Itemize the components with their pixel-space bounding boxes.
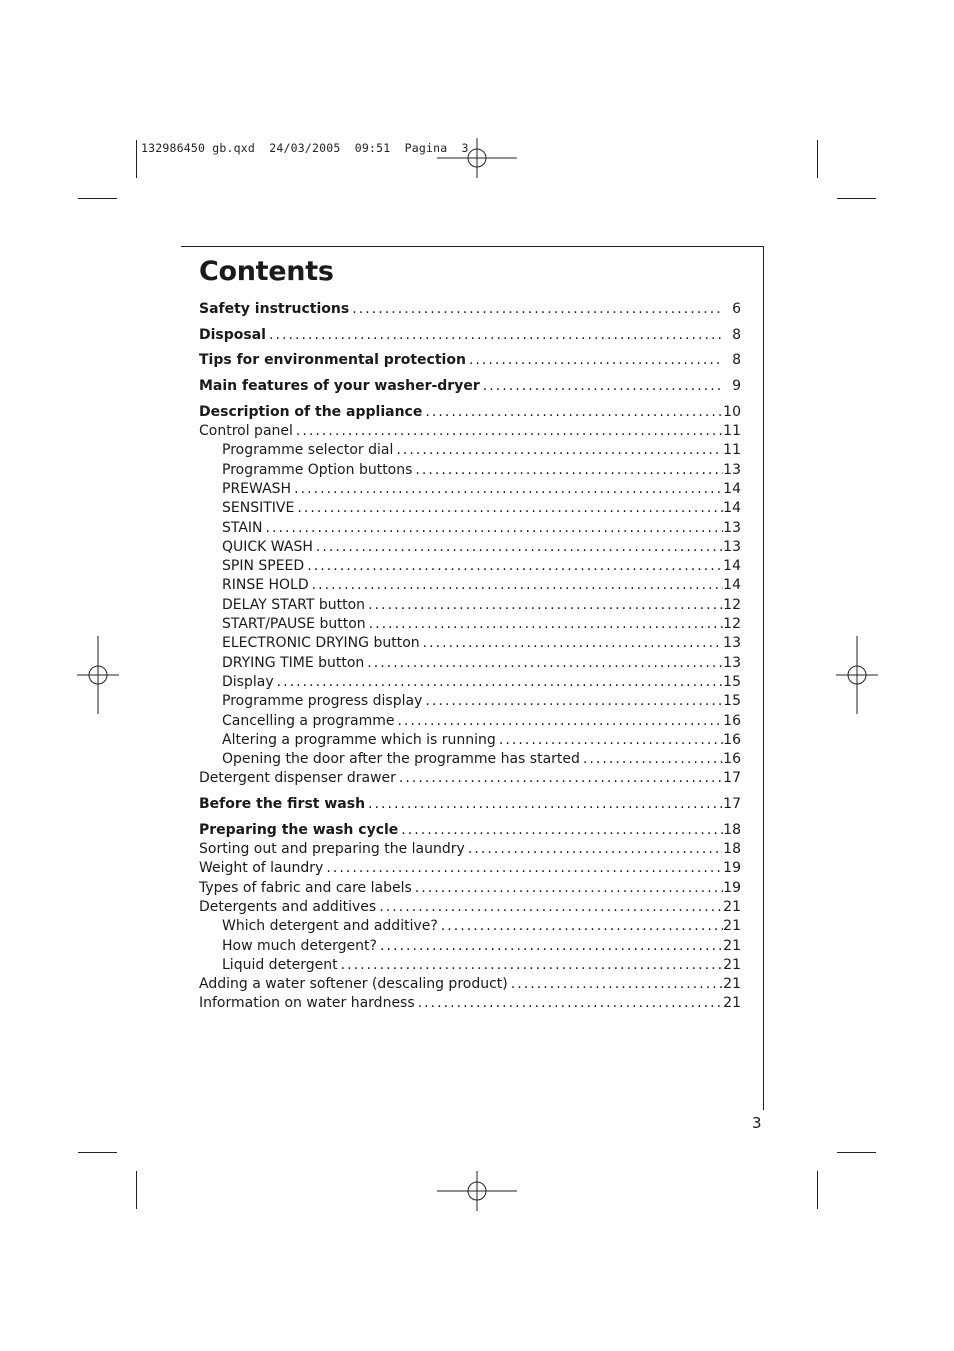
- toc-entry-label: Programme selector dial: [222, 442, 394, 459]
- toc-entry-page: 21: [723, 898, 741, 915]
- dot-leader: [438, 917, 723, 936]
- toc-entry-label: Weight of laundry: [199, 860, 324, 877]
- toc-entry-label: DRYING TIME button: [222, 654, 365, 671]
- toc-entry-label: Opening the door after the programme has started: [222, 751, 580, 768]
- toc-entry[interactable]: [199, 538, 741, 557]
- page-title: Contents: [199, 256, 334, 287]
- toc-entry[interactable]: [199, 654, 741, 673]
- registration-mark-icon: [437, 1170, 517, 1212]
- toc-entry-page: 13: [723, 461, 741, 478]
- toc-entry[interactable]: [199, 879, 741, 898]
- toc-entry-label: How much detergent?: [222, 937, 377, 954]
- dot-leader: [420, 634, 723, 653]
- dot-leader: [412, 461, 723, 480]
- toc-entry-label: ELECTRONIC DRYING button: [222, 635, 420, 652]
- toc-entry-label: DELAY START button: [222, 596, 366, 613]
- toc-entry-page: 21: [723, 956, 741, 973]
- crop-mark: [78, 198, 117, 199]
- toc-entry[interactable]: [199, 673, 741, 692]
- toc-entry-label: START/PAUSE button: [222, 616, 366, 633]
- dot-leader: [309, 576, 723, 595]
- dot-leader: [376, 898, 723, 917]
- toc-entry-label: Adding a water softener (descaling product): [199, 976, 508, 993]
- dot-leader: [293, 422, 723, 441]
- toc-entry-label: Description of the appliance: [199, 403, 423, 420]
- dot-leader: [263, 519, 723, 538]
- toc-entry[interactable]: [199, 441, 741, 460]
- crop-mark: [817, 140, 818, 178]
- toc-entry-label: Detergent dispenser drawer: [199, 770, 396, 787]
- toc-entry[interactable]: [199, 351, 741, 370]
- dot-leader: [313, 538, 723, 557]
- dot-leader: [366, 615, 723, 634]
- toc-entry-page: 19: [723, 860, 741, 877]
- dot-leader: [338, 956, 723, 975]
- dot-leader: [496, 731, 723, 750]
- toc-entry[interactable]: [199, 634, 741, 653]
- toc-entry-label: Altering a programme which is running: [222, 731, 496, 748]
- dot-leader: [365, 596, 723, 615]
- toc-entry-page: 6: [732, 301, 741, 317]
- toc-entry-page: 13: [723, 635, 741, 652]
- toc-entry-page: 8: [732, 326, 741, 343]
- table-of-contents: [199, 300, 741, 1014]
- toc-entry[interactable]: [199, 692, 741, 711]
- dot-leader: [266, 326, 723, 345]
- dot-leader: [422, 403, 723, 422]
- crop-mark: [136, 1171, 137, 1209]
- dot-leader: [422, 692, 723, 711]
- toc-entry-label: Which detergent and additive?: [222, 918, 438, 935]
- page-number: 3: [752, 1114, 762, 1132]
- dot-leader: [396, 769, 723, 788]
- toc-entry[interactable]: [199, 480, 741, 499]
- registration-mark-icon: [437, 136, 517, 180]
- frame-right-rule: [763, 246, 764, 1110]
- toc-entry[interactable]: [199, 917, 741, 936]
- dot-leader: [465, 840, 723, 859]
- toc-entry-page: 21: [723, 937, 741, 954]
- toc-entry-page: 16: [723, 751, 741, 768]
- toc-entry-page: 10: [723, 403, 741, 420]
- toc-entry-page: 14: [723, 500, 741, 517]
- toc-entry-label: Cancelling a programme: [222, 712, 395, 729]
- toc-entry[interactable]: [199, 750, 741, 769]
- dot-leader: [580, 750, 723, 769]
- toc-entry-page: 9: [732, 378, 741, 395]
- dot-leader: [412, 879, 723, 898]
- toc-entry[interactable]: [199, 326, 741, 345]
- toc-entry-page: 15: [723, 693, 741, 710]
- toc-entry[interactable]: [199, 975, 741, 994]
- toc-entry-page: 11: [723, 423, 741, 440]
- toc-entry-label: Tips for environmental protection: [199, 352, 466, 369]
- toc-entry-label: Main features of your washer-dryer: [199, 378, 480, 395]
- crop-mark: [837, 1152, 876, 1153]
- dot-leader: [364, 654, 723, 673]
- dot-leader: [508, 975, 723, 994]
- toc-entry[interactable]: [199, 712, 741, 731]
- toc-entry-page: 17: [723, 796, 741, 813]
- dot-leader: [323, 859, 723, 878]
- toc-entry[interactable]: [199, 795, 741, 814]
- toc-entry-page: 21: [723, 995, 741, 1012]
- registration-mark-icon: [836, 636, 878, 714]
- toc-entry-label: QUICK WASH: [222, 538, 313, 555]
- toc-entry[interactable]: [199, 731, 741, 750]
- toc-entry[interactable]: [199, 422, 741, 441]
- toc-entry-label: Liquid detergent: [222, 956, 338, 973]
- toc-entry-page: 18: [723, 821, 741, 838]
- toc-entry-label: Detergents and additives: [199, 898, 377, 915]
- toc-entry-page: 12: [723, 616, 741, 633]
- toc-entry-page: 17: [723, 770, 741, 787]
- toc-entry[interactable]: [199, 596, 741, 615]
- toc-entry-label: STAIN: [222, 519, 263, 536]
- dot-leader: [274, 673, 723, 692]
- toc-entry[interactable]: [199, 956, 741, 975]
- toc-entry-page: 13: [723, 654, 741, 671]
- toc-entry[interactable]: [199, 377, 741, 396]
- toc-entry-label: SPIN SPEED: [222, 558, 305, 575]
- dot-leader: [415, 994, 723, 1013]
- toc-entry[interactable]: [199, 403, 741, 422]
- toc-entry-label: SENSITIVE: [222, 500, 295, 517]
- toc-entry-label: Safety instructions: [199, 301, 350, 317]
- toc-entry[interactable]: [199, 898, 741, 917]
- toc-entry-page: 8: [732, 352, 741, 369]
- toc-entry[interactable]: [199, 840, 741, 859]
- dot-leader: [393, 441, 723, 460]
- registration-mark-icon: [77, 636, 119, 714]
- toc-entry[interactable]: [199, 519, 741, 538]
- dot-leader: [291, 480, 723, 499]
- dot-leader: [304, 557, 723, 576]
- toc-entry-label: PREWASH: [222, 480, 292, 497]
- toc-entry-page: 15: [723, 673, 741, 690]
- toc-entry-page: 14: [723, 558, 741, 575]
- toc-entry-page: 16: [723, 731, 741, 748]
- toc-entry-label: Types of fabric and care labels: [199, 879, 412, 896]
- toc-entry-label: Programme Option buttons: [222, 461, 413, 478]
- toc-entry-label: Disposal: [199, 326, 266, 343]
- dot-leader: [365, 795, 723, 814]
- dot-leader: [398, 821, 723, 840]
- toc-entry[interactable]: [199, 769, 741, 788]
- toc-entry-label: Sorting out and preparing the laundry: [199, 841, 465, 858]
- toc-entry-page: 14: [723, 480, 741, 497]
- dot-leader: [466, 351, 723, 370]
- toc-entry-page: 16: [723, 712, 741, 729]
- toc-entry[interactable]: [199, 615, 741, 634]
- toc-entry[interactable]: [199, 576, 741, 595]
- toc-entry[interactable]: [199, 557, 741, 576]
- crop-mark: [136, 140, 137, 178]
- toc-entry-page: 14: [723, 577, 741, 594]
- toc-entry-label: Programme progress display: [222, 693, 423, 710]
- toc-entry-page: 19: [723, 879, 741, 896]
- toc-entry[interactable]: [199, 994, 741, 1013]
- toc-entry-label: Control panel: [199, 423, 293, 440]
- toc-entry[interactable]: [199, 499, 741, 518]
- toc-entry-label: Display: [222, 673, 274, 690]
- toc-entry-label: RINSE HOLD: [222, 577, 309, 594]
- toc-entry-page: 11: [723, 442, 741, 459]
- dot-leader: [294, 499, 723, 518]
- dot-leader: [349, 300, 723, 319]
- crop-mark: [837, 198, 876, 199]
- toc-entry-label: Before the first wash: [199, 796, 366, 813]
- toc-entry[interactable]: [199, 821, 741, 840]
- dot-leader: [377, 937, 723, 956]
- dot-leader: [480, 377, 723, 396]
- toc-entry-page: 21: [723, 918, 741, 935]
- crop-mark: [817, 1171, 818, 1209]
- toc-entry-label: Information on water hardness: [199, 995, 415, 1012]
- toc-entry[interactable]: [199, 859, 741, 878]
- dot-leader: [394, 712, 723, 731]
- crop-mark: [78, 1152, 117, 1153]
- toc-entry-page: 21: [723, 976, 741, 993]
- toc-entry-page: 13: [723, 519, 741, 536]
- toc-entry-page: 12: [723, 596, 741, 613]
- printer-slug: 132986450 gb.qxd 24/03/2005 09:51 Pagina 3: [141, 141, 469, 155]
- toc-entry[interactable]: [199, 937, 741, 956]
- toc-entry[interactable]: [199, 461, 741, 480]
- frame-top-rule: [181, 246, 764, 247]
- toc-entry-label: Preparing the wash cycle: [199, 821, 399, 838]
- toc-entry-page: 18: [723, 841, 741, 858]
- toc-entry[interactable]: [199, 300, 741, 319]
- toc-entry-page: 13: [723, 538, 741, 555]
